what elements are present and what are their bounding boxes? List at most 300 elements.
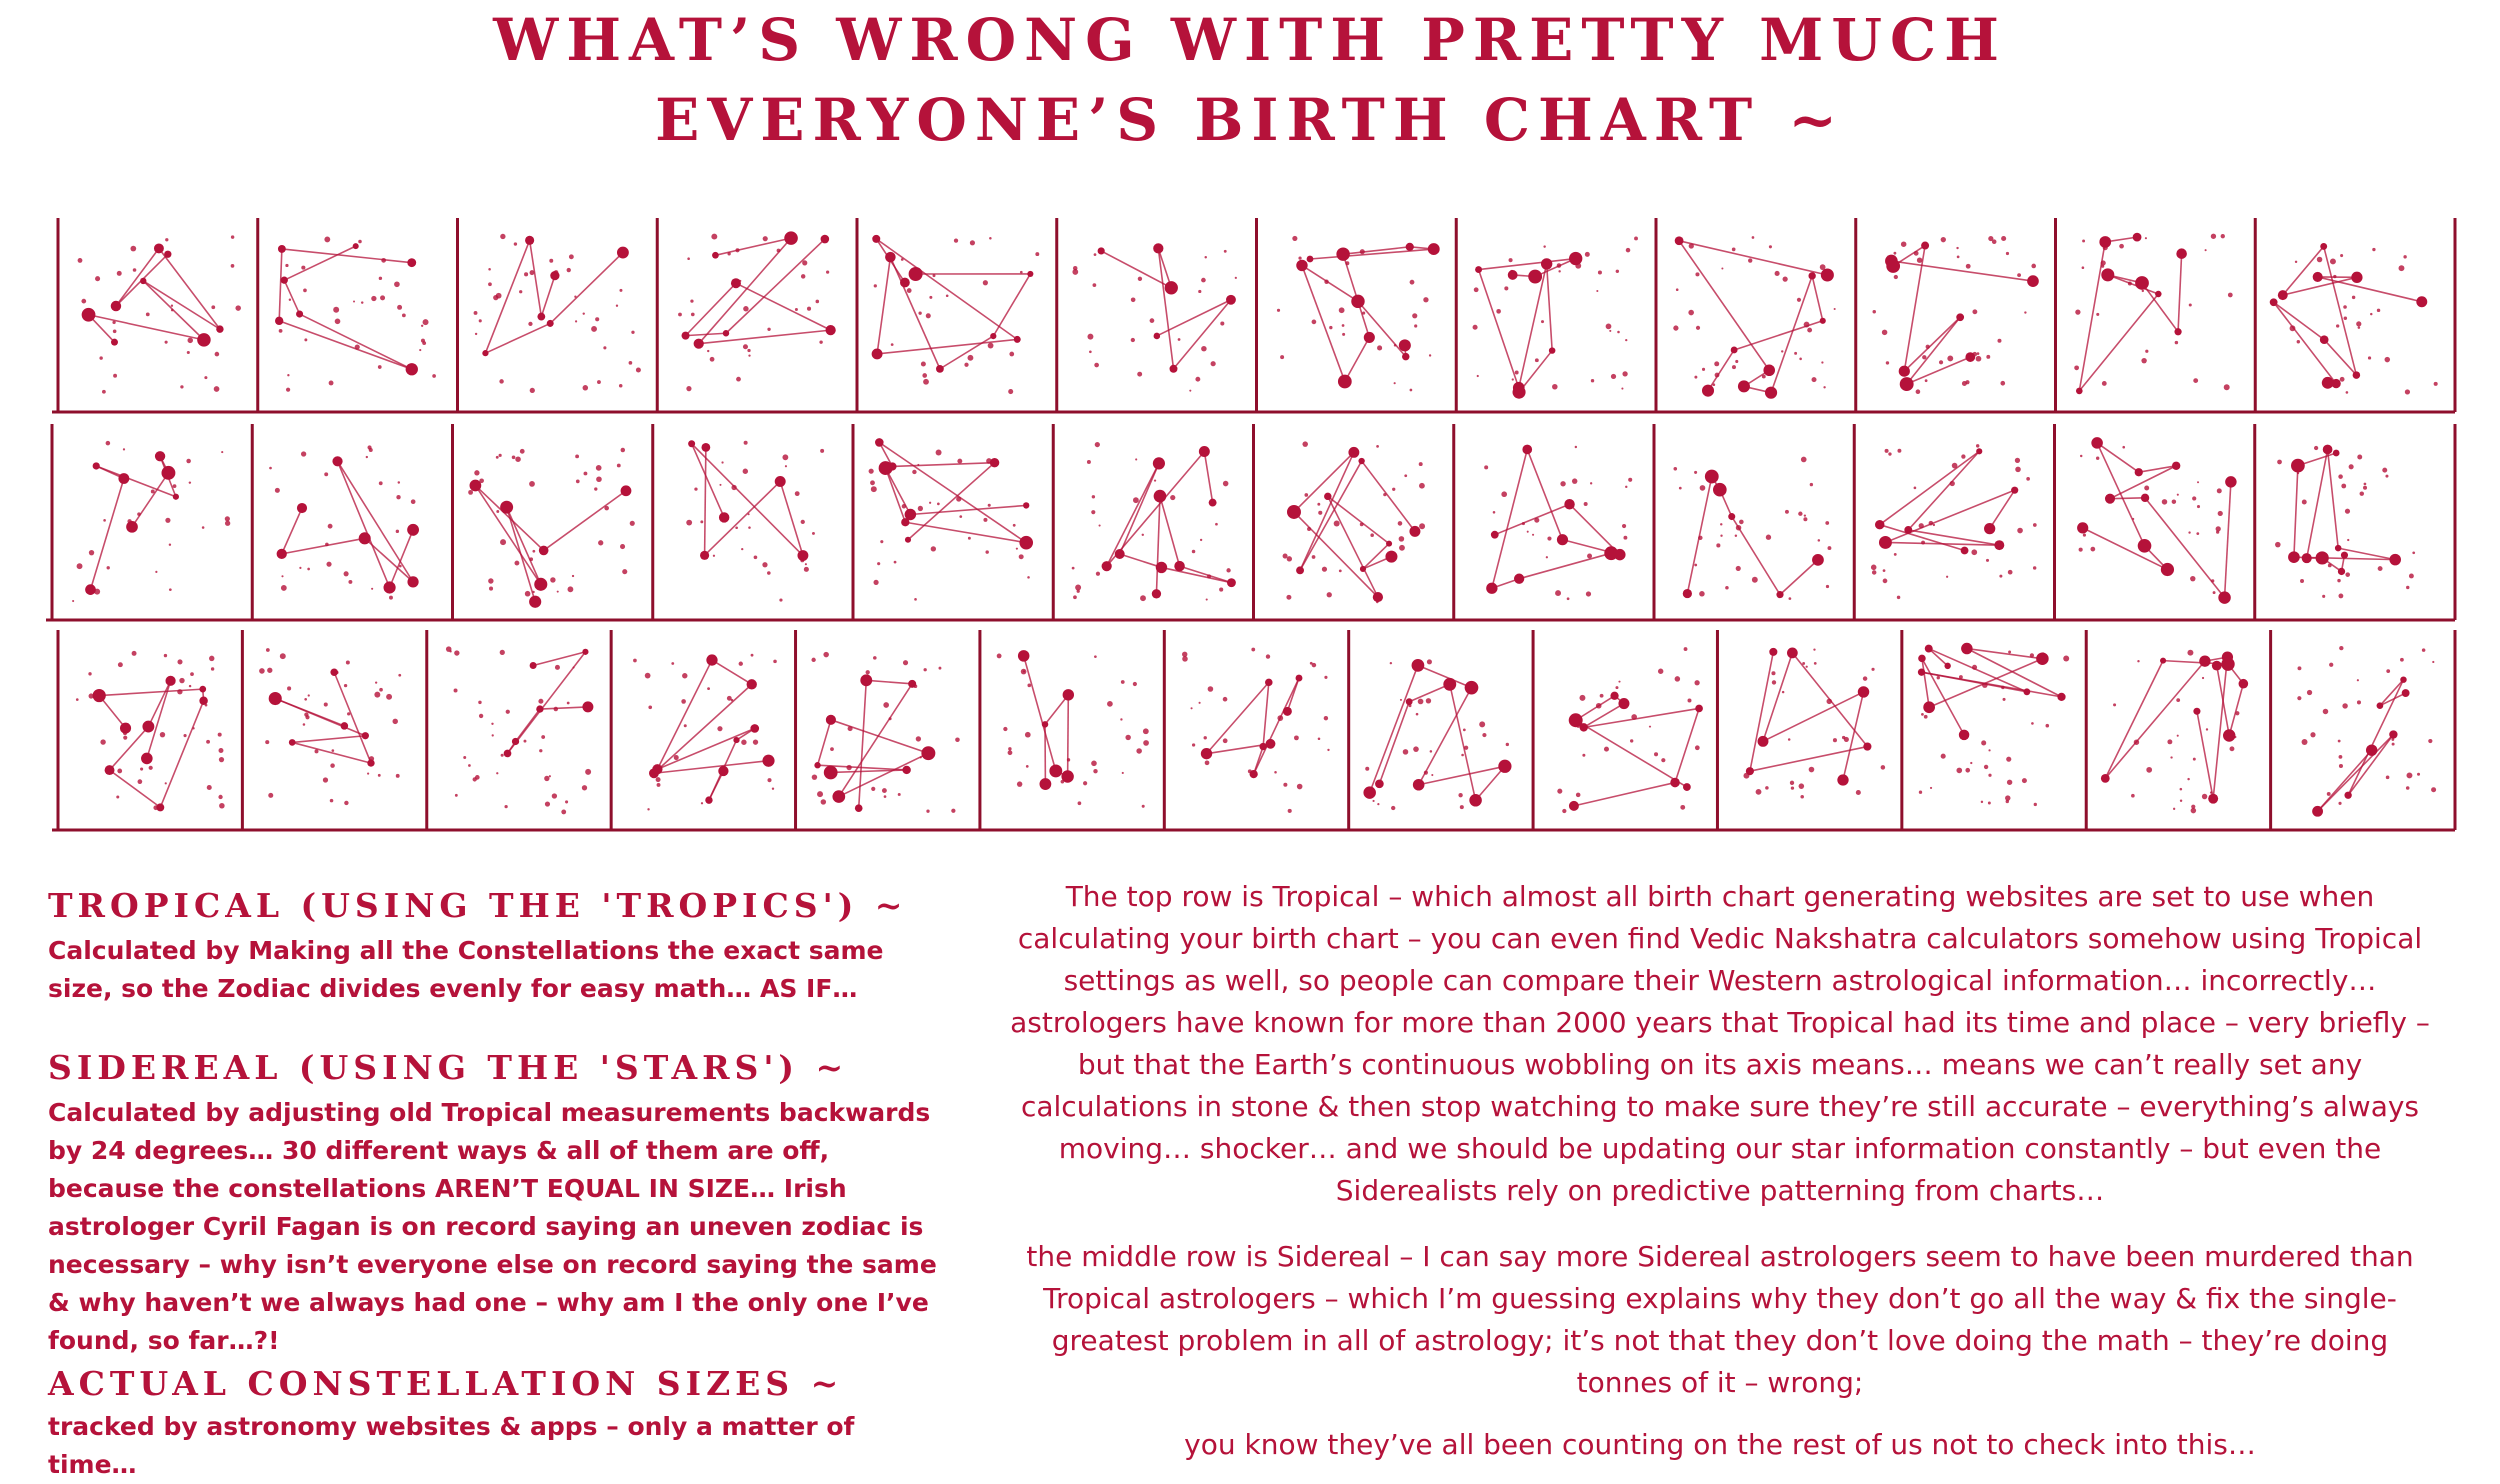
faint-star xyxy=(2330,258,2336,264)
faint-star xyxy=(2234,736,2236,738)
constellation-line xyxy=(1880,451,1980,524)
faint-star xyxy=(123,731,127,735)
faint-star xyxy=(2372,248,2375,251)
faint-star xyxy=(748,354,750,356)
faint-star xyxy=(1376,445,1379,448)
faint-star xyxy=(205,704,208,707)
faint-star xyxy=(103,519,106,522)
star xyxy=(1918,668,1925,675)
star xyxy=(353,243,359,249)
faint-star xyxy=(173,484,177,488)
faint-star xyxy=(1736,566,1741,571)
faint-star xyxy=(411,499,416,504)
faint-star xyxy=(1191,707,1193,709)
faint-star xyxy=(539,749,542,752)
faint-star xyxy=(1226,568,1230,572)
faint-star xyxy=(89,550,94,555)
faint-star xyxy=(446,646,452,652)
faint-star xyxy=(647,808,649,810)
faint-star xyxy=(1988,749,1990,751)
star xyxy=(900,278,910,288)
constellation-line xyxy=(1763,692,1864,741)
faint-star xyxy=(569,254,574,259)
faint-star xyxy=(1098,524,1100,526)
faint-star xyxy=(1404,474,1407,477)
faint-star xyxy=(1019,554,1024,559)
faint-star xyxy=(389,596,393,600)
star xyxy=(2338,568,2345,575)
faint-star xyxy=(2191,808,2197,814)
faint-star xyxy=(2134,740,2139,745)
faint-star xyxy=(326,562,331,567)
faint-star xyxy=(619,384,623,388)
faint-star xyxy=(381,258,386,263)
faint-star xyxy=(369,756,374,761)
star xyxy=(1406,243,1414,251)
star xyxy=(701,443,710,452)
faint-star xyxy=(959,515,962,518)
faint-star xyxy=(532,591,534,593)
faint-star xyxy=(2228,293,2233,298)
faint-star xyxy=(299,567,301,569)
constellation-line xyxy=(831,770,907,773)
constellation-line xyxy=(284,280,299,314)
faint-star xyxy=(1017,781,1022,786)
faint-star xyxy=(1615,686,1618,689)
faint-star xyxy=(358,240,362,244)
faint-star xyxy=(530,270,535,275)
faint-star xyxy=(1324,280,1328,284)
faint-star xyxy=(1617,331,1620,334)
faint-star xyxy=(820,449,824,453)
faint-star xyxy=(1694,471,1697,474)
faint-star xyxy=(1424,771,1428,775)
faint-star xyxy=(488,578,493,583)
faint-star xyxy=(1941,237,1946,242)
faint-star xyxy=(2001,686,2004,689)
faint-star xyxy=(1035,252,1039,256)
star xyxy=(688,440,695,447)
constellation-line xyxy=(110,727,149,771)
faint-star xyxy=(1688,310,1694,316)
constellation-line xyxy=(2105,661,2205,778)
faint-star xyxy=(739,280,741,282)
faint-star xyxy=(380,295,385,300)
faint-star xyxy=(744,441,748,445)
star xyxy=(384,581,396,593)
constellation-line xyxy=(866,680,912,684)
faint-star xyxy=(574,296,576,298)
star xyxy=(1399,339,1411,351)
faint-star xyxy=(1676,288,1679,291)
faint-star xyxy=(1584,502,1588,506)
faint-star xyxy=(454,689,458,693)
star xyxy=(705,796,712,803)
faint-star xyxy=(1882,330,1887,335)
faint-star xyxy=(123,736,127,740)
faint-star xyxy=(183,734,186,737)
faint-star xyxy=(1560,481,1565,486)
faint-star xyxy=(1426,698,1431,703)
faint-star xyxy=(1752,236,1755,239)
constellation-line xyxy=(715,238,791,255)
faint-star xyxy=(826,271,829,274)
constellation-line xyxy=(1254,747,1263,775)
faint-star xyxy=(2300,579,2304,583)
faint-star xyxy=(500,539,506,545)
faint-star xyxy=(2338,594,2343,599)
star xyxy=(2225,476,2236,487)
faint-star xyxy=(1192,550,1196,554)
faint-star xyxy=(884,795,887,798)
faint-star xyxy=(741,740,746,745)
faint-star xyxy=(2403,255,2406,258)
faint-star xyxy=(1208,686,1214,692)
faint-star xyxy=(394,281,400,287)
faint-star xyxy=(1400,699,1402,701)
faint-star xyxy=(2409,574,2414,579)
star xyxy=(1900,377,1914,391)
star xyxy=(154,243,164,253)
star xyxy=(825,325,835,335)
star xyxy=(2389,554,2401,566)
faint-star xyxy=(816,300,820,304)
star xyxy=(1358,458,1364,464)
faint-star xyxy=(149,766,153,770)
faint-star xyxy=(2344,316,2347,319)
faint-star xyxy=(1941,754,1946,759)
faint-star xyxy=(1772,680,1776,684)
faint-star xyxy=(1510,270,1514,274)
faint-star xyxy=(1788,738,1791,741)
faint-star xyxy=(1946,576,1948,578)
faint-star xyxy=(541,735,545,739)
star xyxy=(2331,379,2340,388)
star xyxy=(921,746,935,760)
star xyxy=(1618,698,1629,709)
faint-star xyxy=(1224,250,1227,253)
faint-star xyxy=(1959,675,1963,679)
faint-star xyxy=(1496,309,1501,314)
faint-star xyxy=(1919,791,1922,794)
faint-star xyxy=(2210,791,2212,793)
faint-star xyxy=(1812,377,1817,382)
faint-star xyxy=(743,344,748,349)
faint-star xyxy=(2024,311,2026,313)
faint-star xyxy=(468,764,471,767)
faint-star xyxy=(1999,575,2002,578)
faint-star xyxy=(894,561,897,564)
faint-star xyxy=(2399,265,2405,271)
faint-star xyxy=(682,673,687,678)
star xyxy=(706,654,717,665)
faint-star xyxy=(2342,703,2347,708)
faint-star xyxy=(2329,663,2333,667)
faint-star xyxy=(1136,748,1142,754)
faint-star xyxy=(1804,515,1806,517)
faint-star xyxy=(970,240,975,245)
constellation-line xyxy=(1771,276,1812,393)
faint-star xyxy=(2323,709,2329,715)
faint-star xyxy=(524,272,528,276)
faint-star xyxy=(279,329,283,333)
star xyxy=(712,252,719,259)
faint-star xyxy=(1204,736,1207,739)
faint-star xyxy=(1372,800,1374,802)
star xyxy=(118,473,129,484)
star xyxy=(1153,457,1165,469)
faint-star xyxy=(1087,460,1091,464)
faint-star xyxy=(1317,503,1320,506)
faint-star xyxy=(929,296,932,299)
faint-star xyxy=(686,520,692,526)
faint-star xyxy=(954,239,958,243)
faint-star xyxy=(1555,590,1561,596)
faint-star xyxy=(219,803,225,809)
faint-star xyxy=(2164,569,2168,573)
faint-star xyxy=(1327,592,1332,597)
faint-star xyxy=(1622,371,1627,376)
constellation-line xyxy=(1750,652,1773,771)
faint-star xyxy=(1575,263,1581,269)
faint-star xyxy=(1609,330,1611,332)
faint-star xyxy=(1689,243,1694,248)
constellation-line xyxy=(2229,684,2243,736)
faint-star xyxy=(767,571,771,575)
faint-star xyxy=(1881,765,1886,770)
faint-star xyxy=(204,376,207,379)
faint-star xyxy=(1694,376,1697,379)
faint-star xyxy=(2102,381,2107,386)
faint-star xyxy=(2128,282,2132,286)
faint-star xyxy=(1137,372,1142,377)
star xyxy=(1465,681,1479,695)
star xyxy=(2323,445,2333,455)
faint-star xyxy=(554,270,559,275)
constellation-line xyxy=(338,461,390,587)
faint-star xyxy=(419,349,421,351)
faint-star xyxy=(304,698,307,701)
faint-star xyxy=(1715,373,1720,378)
faint-star xyxy=(500,234,505,239)
constellation-line xyxy=(2225,482,2231,598)
constellation-line xyxy=(2324,246,2357,375)
faint-star xyxy=(1089,350,1092,353)
faint-star xyxy=(1883,579,1888,584)
faint-star xyxy=(378,365,382,369)
faint-star xyxy=(2040,652,2045,657)
faint-star xyxy=(1833,738,1837,742)
faint-star xyxy=(800,558,804,562)
faint-star xyxy=(1460,805,1464,809)
faint-star xyxy=(1133,682,1137,686)
star xyxy=(1336,247,1349,260)
faint-star xyxy=(1800,795,1804,799)
constellation-line xyxy=(1843,692,1864,780)
faint-star xyxy=(2310,732,2315,737)
star xyxy=(1921,242,1929,250)
star xyxy=(2023,688,2030,695)
faint-star xyxy=(1504,286,1508,290)
faint-star xyxy=(1416,713,1419,716)
faint-star xyxy=(916,736,921,741)
faint-star xyxy=(189,481,191,483)
faint-star xyxy=(743,306,748,311)
star xyxy=(1296,675,1303,682)
star xyxy=(1564,499,1574,509)
faint-star xyxy=(817,791,823,797)
star xyxy=(652,764,662,774)
faint-star xyxy=(2275,542,2281,548)
star xyxy=(1469,794,1482,807)
faint-star xyxy=(1616,270,1619,273)
faint-star xyxy=(1182,656,1188,662)
faint-star xyxy=(348,580,352,584)
faint-star xyxy=(301,451,306,456)
constellation-line xyxy=(475,485,543,550)
faint-star xyxy=(266,648,270,652)
faint-star xyxy=(2005,795,2010,800)
faint-star xyxy=(1302,441,1308,447)
faint-star xyxy=(396,495,400,499)
faint-star xyxy=(1623,536,1627,540)
star xyxy=(1569,252,1582,265)
faint-star xyxy=(1582,754,1585,757)
faint-star xyxy=(1094,363,1099,368)
constellation-line xyxy=(1207,682,1269,753)
constellation-line xyxy=(544,491,626,551)
faint-star xyxy=(399,565,402,568)
faint-star xyxy=(550,577,555,582)
faint-star xyxy=(1430,750,1432,752)
faint-star xyxy=(514,242,517,245)
faint-star xyxy=(207,785,212,790)
faint-star xyxy=(1543,245,1545,247)
constellation-line xyxy=(292,736,365,743)
faint-star xyxy=(1844,737,1849,742)
star xyxy=(1984,523,1995,534)
faint-star xyxy=(1312,320,1317,325)
star xyxy=(269,692,282,705)
faint-star xyxy=(2290,325,2296,331)
faint-star xyxy=(594,487,597,490)
star xyxy=(1959,730,1969,740)
faint-star xyxy=(1312,555,1316,559)
constellation-line xyxy=(475,485,540,584)
faint-star xyxy=(1220,322,1224,326)
constellation-line xyxy=(284,246,355,280)
star xyxy=(140,278,146,284)
star xyxy=(1821,268,1834,281)
faint-star xyxy=(1871,565,1877,571)
star xyxy=(1683,589,1692,598)
faint-star xyxy=(633,659,637,663)
faint-star xyxy=(2302,739,2308,745)
star xyxy=(141,753,153,765)
faint-star xyxy=(846,765,851,770)
faint-star xyxy=(922,373,927,378)
faint-star xyxy=(1339,570,1342,573)
faint-star xyxy=(2428,739,2432,743)
tropical-heading: TROPICAL (USING THE 'TROPICS') ~ xyxy=(48,886,907,925)
faint-star xyxy=(218,795,222,799)
faint-star xyxy=(2003,698,2006,701)
faint-star xyxy=(2190,576,2195,581)
faint-star xyxy=(1798,512,1802,516)
star xyxy=(1153,243,1163,253)
faint-star xyxy=(225,516,230,521)
faint-star xyxy=(1621,388,1623,390)
faint-star xyxy=(396,530,399,533)
faint-star xyxy=(1399,536,1405,542)
faint-star xyxy=(1204,256,1206,258)
star xyxy=(1604,546,1618,560)
faint-star xyxy=(512,455,516,459)
faint-star xyxy=(2177,735,2179,737)
constellation-line xyxy=(1780,560,1818,595)
faint-star xyxy=(1023,670,1025,672)
faint-star xyxy=(772,787,774,789)
faint-star xyxy=(1756,789,1762,795)
star xyxy=(1283,707,1292,716)
faint-star xyxy=(2385,475,2388,478)
faint-star xyxy=(741,548,743,550)
faint-star xyxy=(2096,313,2099,316)
faint-star xyxy=(1576,793,1581,798)
faint-star xyxy=(1799,783,1805,789)
faint-star xyxy=(2347,539,2349,541)
faint-star xyxy=(1219,588,1223,592)
star xyxy=(1019,536,1033,550)
faint-star xyxy=(303,289,307,293)
star xyxy=(2077,522,2088,533)
star xyxy=(1695,705,1703,713)
faint-star xyxy=(2339,646,2343,650)
faint-star xyxy=(1886,361,1889,364)
constellation-line xyxy=(1120,554,1162,567)
faint-star xyxy=(1965,768,1970,773)
faint-star xyxy=(130,246,136,252)
faint-star xyxy=(2364,483,2367,486)
faint-star xyxy=(1977,352,1980,355)
star xyxy=(824,766,838,780)
faint-star xyxy=(2302,500,2307,505)
faint-star xyxy=(1966,264,1971,269)
star xyxy=(2223,729,2235,741)
faint-star xyxy=(2042,662,2045,665)
faint-star xyxy=(496,510,499,513)
faint-star xyxy=(2046,724,2050,728)
faint-star xyxy=(2340,377,2345,382)
star xyxy=(2105,494,2115,504)
faint-star xyxy=(225,521,230,526)
faint-star xyxy=(735,526,738,529)
faint-star xyxy=(1687,699,1691,703)
faint-star xyxy=(1327,749,1329,751)
faint-star xyxy=(1154,479,1156,481)
faint-star xyxy=(1762,375,1766,379)
faint-star xyxy=(538,699,543,704)
star xyxy=(2212,661,2222,671)
faint-star xyxy=(1807,328,1812,333)
faint-star xyxy=(378,774,381,777)
faint-star xyxy=(515,456,521,462)
faint-star xyxy=(1501,491,1507,497)
faint-star xyxy=(1394,382,1396,384)
faint-star xyxy=(379,277,382,280)
faint-star xyxy=(344,571,349,576)
faint-star xyxy=(713,555,715,557)
